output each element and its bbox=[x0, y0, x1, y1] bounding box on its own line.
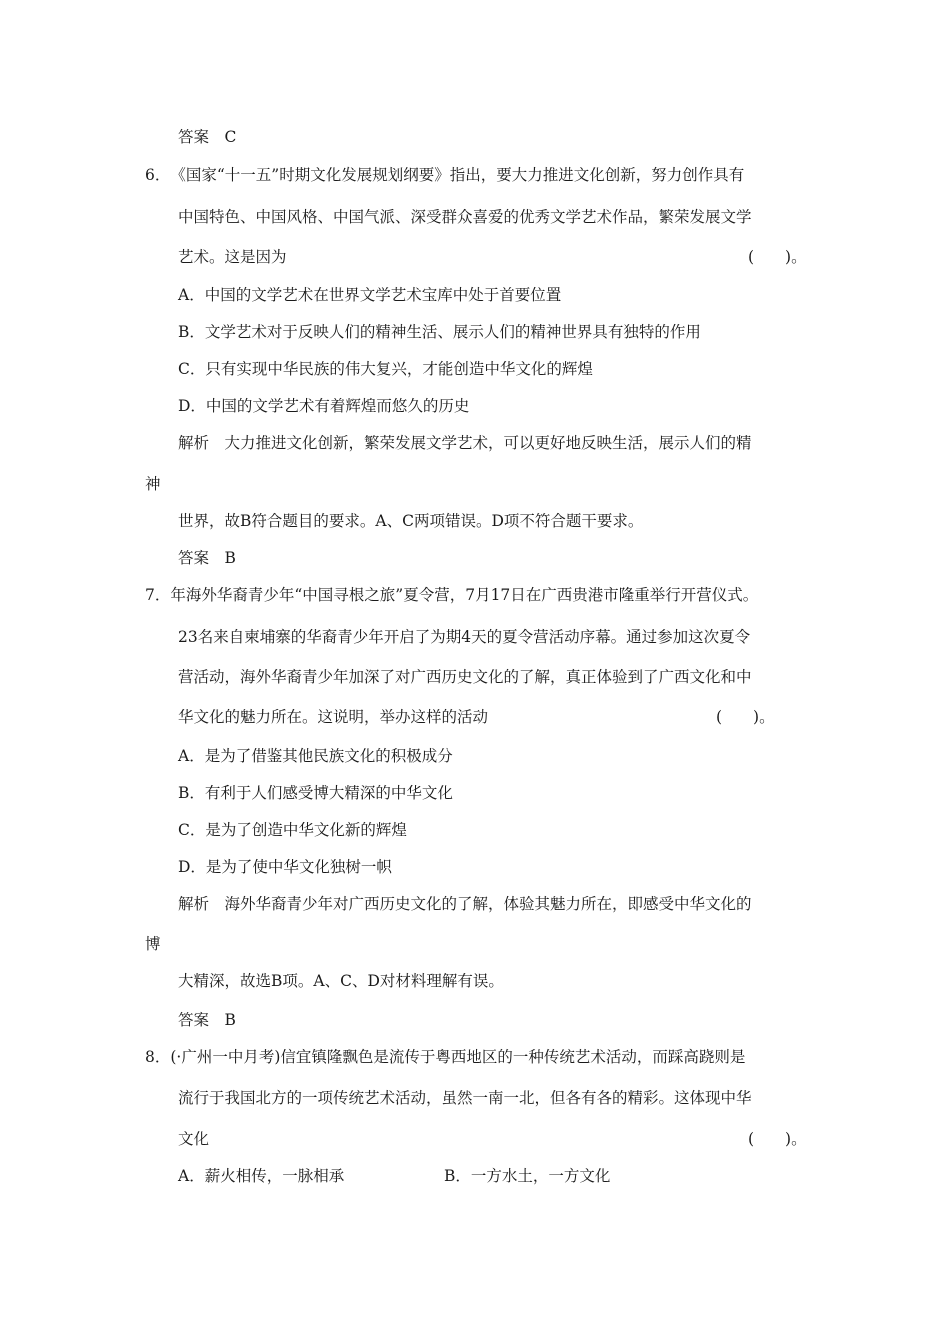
q8-option-a: A．薪火相传，一脉相承 bbox=[178, 1167, 345, 1185]
q6-analysis-line-3: 世界，故B符合题目的要求。A、C两项错误。D项不符合题干要求。 bbox=[178, 512, 644, 530]
q6-answer-blank: ( )。 bbox=[748, 248, 807, 266]
q8-answer-blank: ( )。 bbox=[748, 1130, 807, 1148]
q5-answer: 答案 C bbox=[178, 128, 237, 146]
q7-option-a: A．是为了借鉴其他民族文化的积极成分 bbox=[178, 747, 453, 765]
q8-stem-line-1: 8．(·广州一中月考)信宜镇隆飘色是流传于粤西地区的一种传统艺术活动，而踩高跷则是 bbox=[145, 1048, 746, 1066]
q7-analysis-line-3: 大精深，故选B项。A、C、D对材料理解有误。 bbox=[178, 972, 504, 990]
q7-answer-blank: ( )。 bbox=[716, 708, 775, 726]
q7-option-b: B．有利于人们感受博大精深的中华文化 bbox=[178, 784, 453, 802]
q7-stem-line-2: 23名来自柬埔寨的华裔青少年开启了为期4天的夏令营活动序幕。通过参加这次夏令 bbox=[178, 628, 751, 646]
q7-answer: 答案 B bbox=[178, 1011, 236, 1029]
q7-stem-line-3: 营活动，海外华裔青少年加深了对广西历史文化的了解，真正体验到了广西文化和中 bbox=[178, 668, 752, 686]
q8-option-b: B．一方水土，一方文化 bbox=[444, 1167, 611, 1185]
q8-stem-line-3: 文化 bbox=[178, 1130, 210, 1148]
q7-analysis-line-2: 博 bbox=[145, 935, 161, 953]
q6-stem-line-1: 6． 《国家“十一五”时期文化发展规划纲要》指出，要大力推进文化创新，努力创作具有 bbox=[145, 166, 745, 184]
q6-option-d: D．中国的文学艺术有着辉煌而悠久的历史 bbox=[178, 397, 470, 415]
q7-stem-line-1: 7．年海外华裔青少年“中国寻根之旅”夏令营，7月17日在广西贵港市隆重举行开营仪式。 bbox=[145, 586, 759, 604]
q6-stem-line-2: 中国特色、中国风格、中国气派、深受群众喜爱的优秀文学艺术作品，繁荣发展文学 bbox=[178, 208, 752, 226]
q6-answer: 答案 B bbox=[178, 549, 236, 567]
q8-stem-line-2: 流行于我国北方的一项传统艺术活动，虽然一南一北，但各有各的精彩。这体现中华 bbox=[178, 1089, 752, 1107]
q6-analysis-line-1: 解析 大力推进文化创新，繁荣发展文学艺术，可以更好地反映生活，展示人们的精 bbox=[178, 434, 752, 452]
q6-option-a: A．中国的文学艺术在世界文学艺术宝库中处于首要位置 bbox=[178, 286, 562, 304]
q7-stem-line-4: 华文化的魅力所在。这说明，举办这样的活动 bbox=[178, 708, 489, 726]
q7-analysis-line-1: 解析 海外华裔青少年对广西历史文化的了解，体验其魅力所在，即感受中华文化的 bbox=[178, 895, 752, 913]
q7-option-c: C．是为了创造中华文化新的辉煌 bbox=[178, 821, 407, 839]
q6-analysis-line-2: 神 bbox=[145, 475, 161, 493]
q7-option-d: D．是为了使中华文化独树一帜 bbox=[178, 858, 392, 876]
q6-option-c: C．只有实现中华民族的伟大复兴，才能创造中华文化的辉煌 bbox=[178, 360, 593, 378]
q6-stem-line-3: 艺术。这是因为 bbox=[178, 248, 287, 266]
q6-option-b: B．文学艺术对于反映人们的精神生活、展示人们的精神世界具有独特的作用 bbox=[178, 323, 701, 341]
